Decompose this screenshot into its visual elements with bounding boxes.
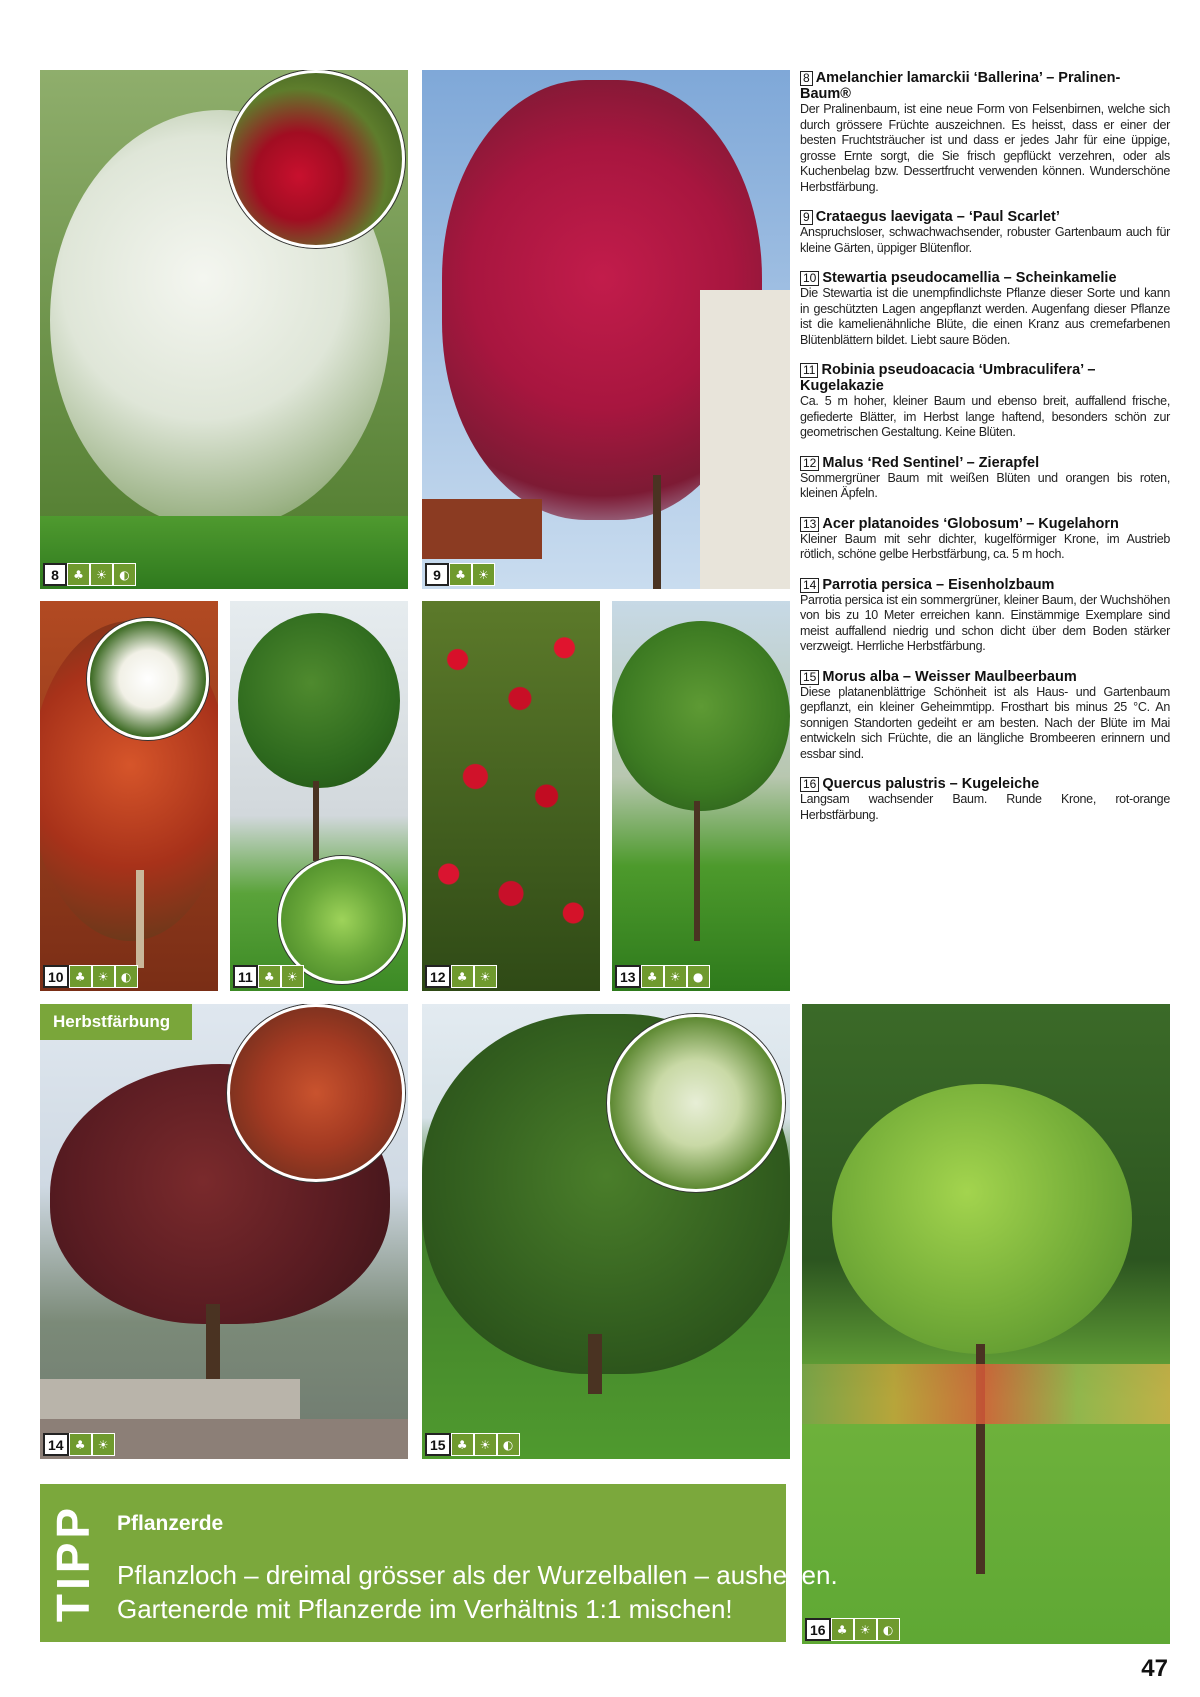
- sun-icon: ☀: [90, 563, 113, 586]
- entry-number: 11: [800, 363, 818, 378]
- entry-body: Sommergrüner Baum mit weißen Blüten und orangen bis roten, kleinen Äpfeln.: [800, 470, 1170, 500]
- entry-11: [800, 362, 1170, 441]
- photo-number: 14: [43, 1433, 69, 1456]
- sun-icon: ☀: [474, 965, 497, 988]
- inset-red-berries: [227, 70, 405, 248]
- photo-parrotia: [40, 1004, 408, 1459]
- sun-icon: ☀: [92, 1433, 115, 1456]
- entry-title: [800, 516, 1170, 532]
- page-number: 47: [1141, 1655, 1168, 1682]
- photo-number: 15: [425, 1433, 451, 1456]
- photo-malus: [422, 601, 600, 991]
- entry-title: [800, 455, 1170, 471]
- sun-icon: ☀: [664, 965, 687, 988]
- tree-size-icon: ♣: [831, 1618, 854, 1641]
- entry-title-text: Malus ‘Red Sentinel’ – Zierapfel: [822, 454, 1040, 471]
- half-shade-icon: ◐: [115, 965, 138, 988]
- inset-autumn-berries: [227, 1004, 405, 1182]
- half-shade-icon: ◐: [497, 1433, 520, 1456]
- tree-size-icon: ♣: [451, 965, 474, 988]
- photo-quercus: [802, 1004, 1170, 1644]
- entry-body: Anspruchsloser, schwachwachsender, robuster Gartenbaum auch für kleine Gärten, üppiger Blütenflor.: [800, 225, 1170, 255]
- entry-title-text: Acer platanoides ‘Globosum’ – Kugelahorn: [822, 515, 1119, 532]
- entry-title: [800, 362, 1170, 394]
- entry-title: [800, 669, 1170, 685]
- photo-acer: [612, 601, 790, 991]
- photo-badges: [425, 965, 497, 988]
- entry-number: 13: [800, 517, 819, 532]
- photo-crataegus: [422, 70, 790, 589]
- entry-body: Ca. 5 m hoher, kleiner Baum und ebenso breit, auffallend frische, gefiederte Blätter, im Herbst lange haftend, besonders schön zur geometrischen Gestaltung. Keine Blüten.: [800, 394, 1170, 439]
- tip-word: TIPP: [47, 1503, 99, 1623]
- sun-icon: ☀: [474, 1433, 497, 1456]
- entry-title-text: Morus alba – Weisser Maulbeerbaum: [822, 668, 1077, 685]
- entry-title: [800, 70, 1170, 102]
- tip-label: [44, 1484, 102, 1642]
- photo-number: 12: [425, 965, 451, 988]
- photo-badges: [425, 1433, 520, 1456]
- photo-stewartia: [40, 601, 218, 991]
- sun-icon: ☀: [472, 563, 495, 586]
- photo-robinia: [230, 601, 408, 991]
- entry-number: 8: [800, 71, 813, 86]
- entry-title-text: Amelanchier lamarckii ‘Ballerina’ – Pralinen-Baum®: [800, 70, 1121, 102]
- photo-number: 8: [43, 563, 67, 586]
- entry-15: [800, 669, 1170, 763]
- entry-body: Langsam wachsender Baum. Runde Krone, rot-orange Herbstfärbung.: [800, 792, 1170, 822]
- tree-size-icon: ♣: [258, 965, 281, 988]
- sun-icon: ☀: [281, 965, 304, 988]
- entry-title: [800, 577, 1170, 593]
- sun-icon: ☀: [854, 1618, 877, 1641]
- entry-number: 9: [800, 210, 813, 225]
- tree-size-icon: ♣: [69, 1433, 92, 1456]
- entry-number: 15: [800, 670, 819, 685]
- half-shade-icon: ◐: [113, 563, 136, 586]
- entry-16: [800, 776, 1170, 823]
- entry-title-text: Stewartia pseudocamellia – Scheinkamelie: [822, 270, 1117, 286]
- tree-size-icon: ♣: [69, 965, 92, 988]
- entry-title-text: Parrotia persica – Eisenholzbaum: [822, 576, 1055, 593]
- entry-title: [800, 776, 1170, 792]
- entry-title-text: Quercus palustris – Kugeleiche: [822, 776, 1040, 792]
- entry-title: [800, 270, 1170, 286]
- photo-number: 9: [425, 563, 449, 586]
- entry-14: [800, 577, 1170, 655]
- photo-number: 13: [615, 965, 641, 988]
- half-shade-icon: ◐: [877, 1618, 900, 1641]
- description-column: [800, 70, 1170, 837]
- photo-number: 11: [233, 965, 258, 988]
- entry-12: [800, 455, 1170, 502]
- tree-size-icon: ♣: [67, 563, 90, 586]
- entry-title-text: Crataegus laevigata – ‘Paul Scarlet’: [815, 209, 1060, 225]
- inset-mulberries: [607, 1014, 785, 1192]
- autumn-colour-tag: Herbstfärbung: [40, 1004, 192, 1040]
- photo-morus: [422, 1004, 790, 1459]
- entry-body: Kleiner Baum mit sehr dichter, kugelförmiger Krone, im Austrieb rötlich, schöne gelbe Herbstfärbung, ca. 5 m hoch.: [800, 531, 1170, 561]
- photo-number: 16: [805, 1618, 831, 1641]
- entry-9: [800, 209, 1170, 256]
- photo-badges: [615, 965, 710, 988]
- entry-number: 12: [800, 456, 819, 471]
- tree-size-icon: ♣: [641, 965, 664, 988]
- entry-body: Der Pralinenbaum, ist eine neue Form von Felsenbirnen, welche sich durch grössere Früchte auszeichnen. Es heisst, dass er einer der besten Fruchtsträucher ist und dass er jedes Jahr für eine üppige, grosse Ernte sorgt, die Sie frisch gepflückt verzehren, oder als Kuchenbelag bzw. Dessertfrucht verwenden können. Wunderschöne Herbstfärbung.: [800, 102, 1170, 194]
- entry-body: Diese platanenblättrige Schönheit ist als Haus- und Gartenbaum gepflanzt, ein kleiner Geheimmtipp. Frosthart bis minus 25 °C. An sonnigen Standorten gedeiht er am besten. Nach der Blüte im Mai entwickeln sich Früchte, die an längliche Brombeeren erinnern und essbar sind.: [800, 684, 1170, 761]
- entry-number: 10: [800, 271, 819, 286]
- tip-line-2: Gartenerde mit Pflanzerde im Verhältnis 1:1 mischen!: [117, 1594, 733, 1624]
- photo-badges: [43, 563, 136, 586]
- sun-icon: ☀: [92, 965, 115, 988]
- photo-amelanchier: [40, 70, 408, 589]
- tree-size-icon: ♣: [451, 1433, 474, 1456]
- photo-badges: [43, 965, 138, 988]
- entry-number: 14: [800, 578, 819, 593]
- inset-white-flowers: [87, 618, 209, 740]
- entry-10: [800, 270, 1170, 348]
- entry-8: [800, 70, 1170, 195]
- photo-badges: [233, 965, 304, 988]
- photo-number: 10: [43, 965, 69, 988]
- tree-size-icon: ♣: [449, 563, 472, 586]
- photo-badges: [805, 1618, 900, 1641]
- photo-badges: [425, 563, 495, 586]
- tip-title: Pflanzerde: [117, 1512, 224, 1535]
- entry-number: 16: [800, 777, 819, 792]
- tip-line-1: Pflanzloch – dreimal grösser als der Wurzelballen – ausheben.: [117, 1560, 838, 1590]
- entry-body: Die Stewartia ist die unempfindlichste Pflanze dieser Sorte und kann in geschützten Lagen angepflanzt werden. Augenfang dieser Pflanze ist die kamelienähnliche Blüte, die einen Kranz aus cremefarbenen Blütenblättern bildet. Liebt saure Böden.: [800, 286, 1170, 347]
- photo-badges: [43, 1433, 115, 1456]
- entry-13: [800, 516, 1170, 563]
- entry-title: [800, 209, 1170, 225]
- shade-icon: ●: [687, 965, 710, 988]
- entry-title-text: Robinia pseudoacacia ‘Umbraculifera’ – Kugelakazie: [800, 362, 1096, 394]
- entry-body: Parrotia persica ist ein sommergrüner, kleiner Baum, der Wuchshöhen von bis zu 10 Meter erreichen kann. Einstämmige Exemplare sind meist auffallend niedrig und schon dicht über dem Boden stärker verzweigt. Herrliche Herbstfärbung.: [800, 592, 1170, 653]
